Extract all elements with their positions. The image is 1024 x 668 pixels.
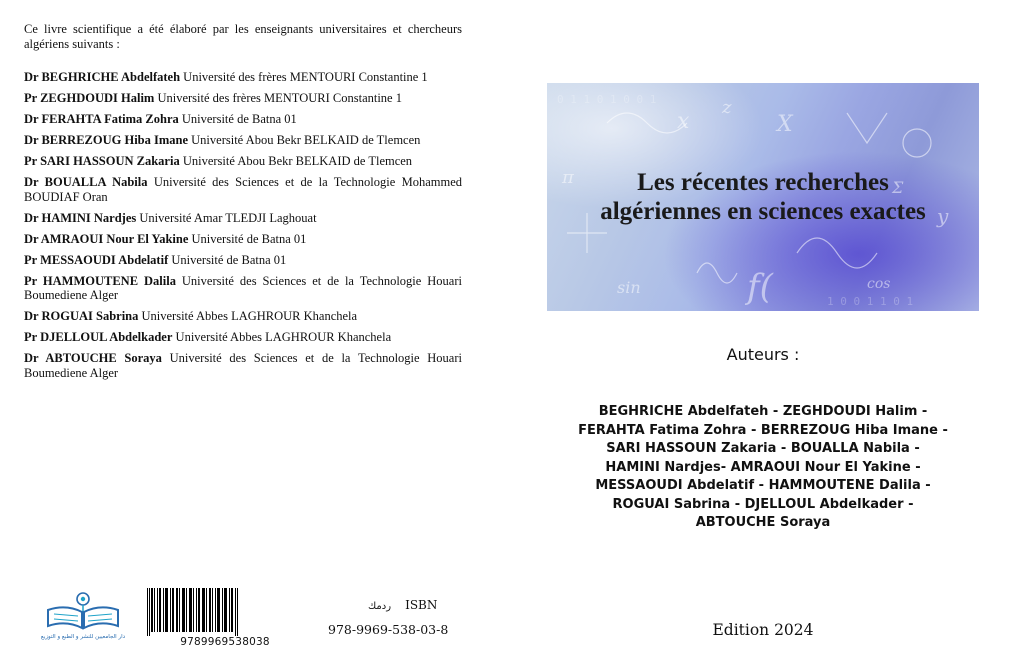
svg-text:f(: f( [747, 267, 773, 307]
publisher-logo [38, 590, 128, 650]
barcode-bar [229, 588, 230, 632]
contributor-item [24, 133, 462, 148]
contributor-name: Pr DJELLOUL Abdelkader [24, 330, 173, 344]
book-title [547, 168, 979, 226]
contributor-name: Dr BEGHRICHE Abdelfateh [24, 70, 181, 84]
contributor-affiliation: Université des Sciences et de la Technologie Houari Boumediene Alger [24, 273, 462, 302]
contributor-item [24, 232, 462, 247]
contributor-item [24, 211, 462, 226]
contributor-item [24, 175, 462, 204]
barcode-bar [217, 588, 220, 632]
contributor-name: Dr BOUALLA Nabila [24, 175, 148, 189]
contributor-affiliation: Université Amar TLEDJI Laghouat [136, 210, 317, 225]
edition-label: Edition 2024 [712, 621, 814, 639]
contributor-affiliation: Université Abou Bekr BELKAID de Tlemcen [188, 133, 421, 147]
contributor-name: Dr HAMINI Nardjes [24, 210, 137, 225]
contributor-affiliation: Université des Sciences et de la Technologie Houari Boumediene Alger [24, 351, 462, 380]
barcode-bar [186, 588, 187, 632]
barcode-bar [231, 588, 233, 632]
contributor-name: Pr SARI HASSOUN Zakaria [24, 154, 180, 168]
barcode-bar [196, 588, 197, 632]
isbn-label: ISBN [405, 598, 438, 612]
svg-text:y: y [937, 204, 949, 228]
contributor-list [24, 70, 462, 387]
barcode-bar [163, 588, 164, 632]
barcode-bar [182, 588, 185, 632]
svg-text:Σ: Σ [892, 178, 904, 197]
contributor-item [24, 253, 462, 268]
contributor-affiliation: Université Abbes LAGHROUR Khanchela [138, 309, 358, 323]
contributor-affiliation: Université Abbes LAGHROUR Khanchela [172, 330, 392, 344]
authors-line: ROGUAI Sabrina - DJELLOUL Abdelkader - [612, 496, 914, 512]
barcode-bar [151, 588, 153, 632]
isbn-number: 978-9969-538-03-8 [328, 622, 449, 637]
contributor-affiliation: Université Abou Bekr BELKAID de Tlemcen [179, 154, 413, 168]
svg-text:sin: sin [617, 278, 641, 297]
contributor-item [24, 351, 462, 380]
contributor-affiliation: Université des frères MENTOURI Constantine 1 [180, 70, 428, 84]
barcode-bar [172, 588, 174, 632]
svg-text:cos: cos [867, 276, 891, 292]
book-title-line: algériennes en sciences exactes [600, 198, 926, 225]
front-cover [512, 0, 1024, 668]
barcode-bar [165, 588, 168, 632]
barcode-bar [157, 588, 158, 632]
cover-image [547, 83, 979, 311]
authors-line: MESSAOUDI Abdelatif - HAMMOUTENE Dalila - [595, 478, 931, 493]
barcode-bar [212, 588, 213, 632]
contributor-affiliation: Université de Batna 01 [188, 231, 307, 246]
contributor-affiliation: Université de Batna 01 [178, 112, 297, 126]
contributor-item [24, 154, 462, 169]
barcode-bar [198, 588, 200, 632]
svg-text:z: z [722, 97, 732, 118]
contributor-item [24, 330, 462, 345]
svg-text:1 0 0 1 1 0 1: 1 0 0 1 1 0 1 [827, 295, 914, 308]
barcode-bar [176, 588, 178, 632]
barcode-bar [170, 588, 171, 632]
authors-line: SARI HASSOUN Zakaria - BOUALLA Nabila - [606, 441, 920, 456]
contributor-name: Dr AMRAOUI Nour El Yakine [24, 231, 189, 246]
contributor-name: Dr FERAHTA Fatima Zohra [24, 112, 179, 126]
contributor-name: Dr ROGUAI Sabrina [24, 309, 139, 323]
contributor-item [24, 309, 462, 324]
barcode-bar [193, 588, 194, 632]
isbn-arabic-label: ردمك [368, 601, 392, 612]
authors-line: FERAHTA Fatima Zohra - BERREZOUG Hiba Imane - [578, 422, 948, 438]
contributor-name: Dr BERREZOUG Hiba Imane [24, 133, 189, 147]
barcode-bar [224, 588, 227, 632]
contributor-item [24, 70, 462, 85]
contributor-affiliation: Université des Sciences et de la Technologie Mohammed BOUDIAF Oran [24, 175, 463, 204]
barcode [145, 588, 305, 650]
barcode-bar [202, 588, 205, 632]
isbn-label-line [368, 598, 437, 612]
barcode-bar [189, 588, 192, 632]
barcode-bar [149, 588, 150, 636]
svg-text:π: π [562, 167, 574, 188]
contributor-name: Pr ZEGHDOUDI Halim [24, 91, 155, 105]
barcode-bar [237, 588, 238, 636]
barcode-bar [235, 588, 236, 636]
book-logo-icon [38, 590, 128, 634]
contributor-affiliation: Université de Batna 01 [168, 252, 287, 267]
contributor-item [24, 91, 462, 106]
authors-line: BEGHRICHE Abdelfateh - ZEGHDOUDI Halim - [598, 404, 928, 419]
authors-list [547, 403, 979, 533]
barcode-bar [179, 588, 180, 632]
svg-text:0 1 1 0 1 0 0 1: 0 1 1 0 1 0 0 1 [557, 93, 657, 106]
barcode-bar [159, 588, 161, 632]
authors-heading: Auteurs : [726, 345, 800, 364]
contributor-name: Pr MESSAOUDI Abdelatif [24, 252, 169, 267]
contributor-name: Pr HAMMOUTENE Dalila [24, 273, 176, 288]
publisher-name: دار الجامعيين للنشر و الطبع و التوزيع [40, 634, 126, 640]
barcode-bar [222, 588, 223, 632]
barcode-bar [154, 588, 155, 632]
intro-text: Ce livre scientifique a été élaboré par les enseignants universitaires et chercheurs algériens suivants : [24, 22, 462, 51]
barcode-bar [147, 588, 148, 636]
barcode-bars [145, 588, 305, 636]
barcode-bar [206, 588, 207, 632]
contributor-item [24, 112, 462, 127]
svg-text:X: X [777, 112, 793, 137]
authors-line: ABTOUCHE Soraya [695, 515, 831, 530]
barcode-bar [209, 588, 211, 632]
contributor-affiliation: Université des frères MENTOURI Constantine 1 [154, 91, 402, 105]
authors-line: HAMINI Nardjes- AMRAOUI Nour El Yakine - [605, 459, 921, 475]
contributor-name: Dr ABTOUCHE Soraya [24, 351, 162, 365]
svg-text:x: x [677, 109, 690, 134]
contributor-item [24, 274, 462, 303]
barcode-bar [215, 588, 216, 632]
barcode-number: 9789969538038 [180, 636, 270, 648]
book-title-line: Les récentes recherches [637, 169, 889, 196]
